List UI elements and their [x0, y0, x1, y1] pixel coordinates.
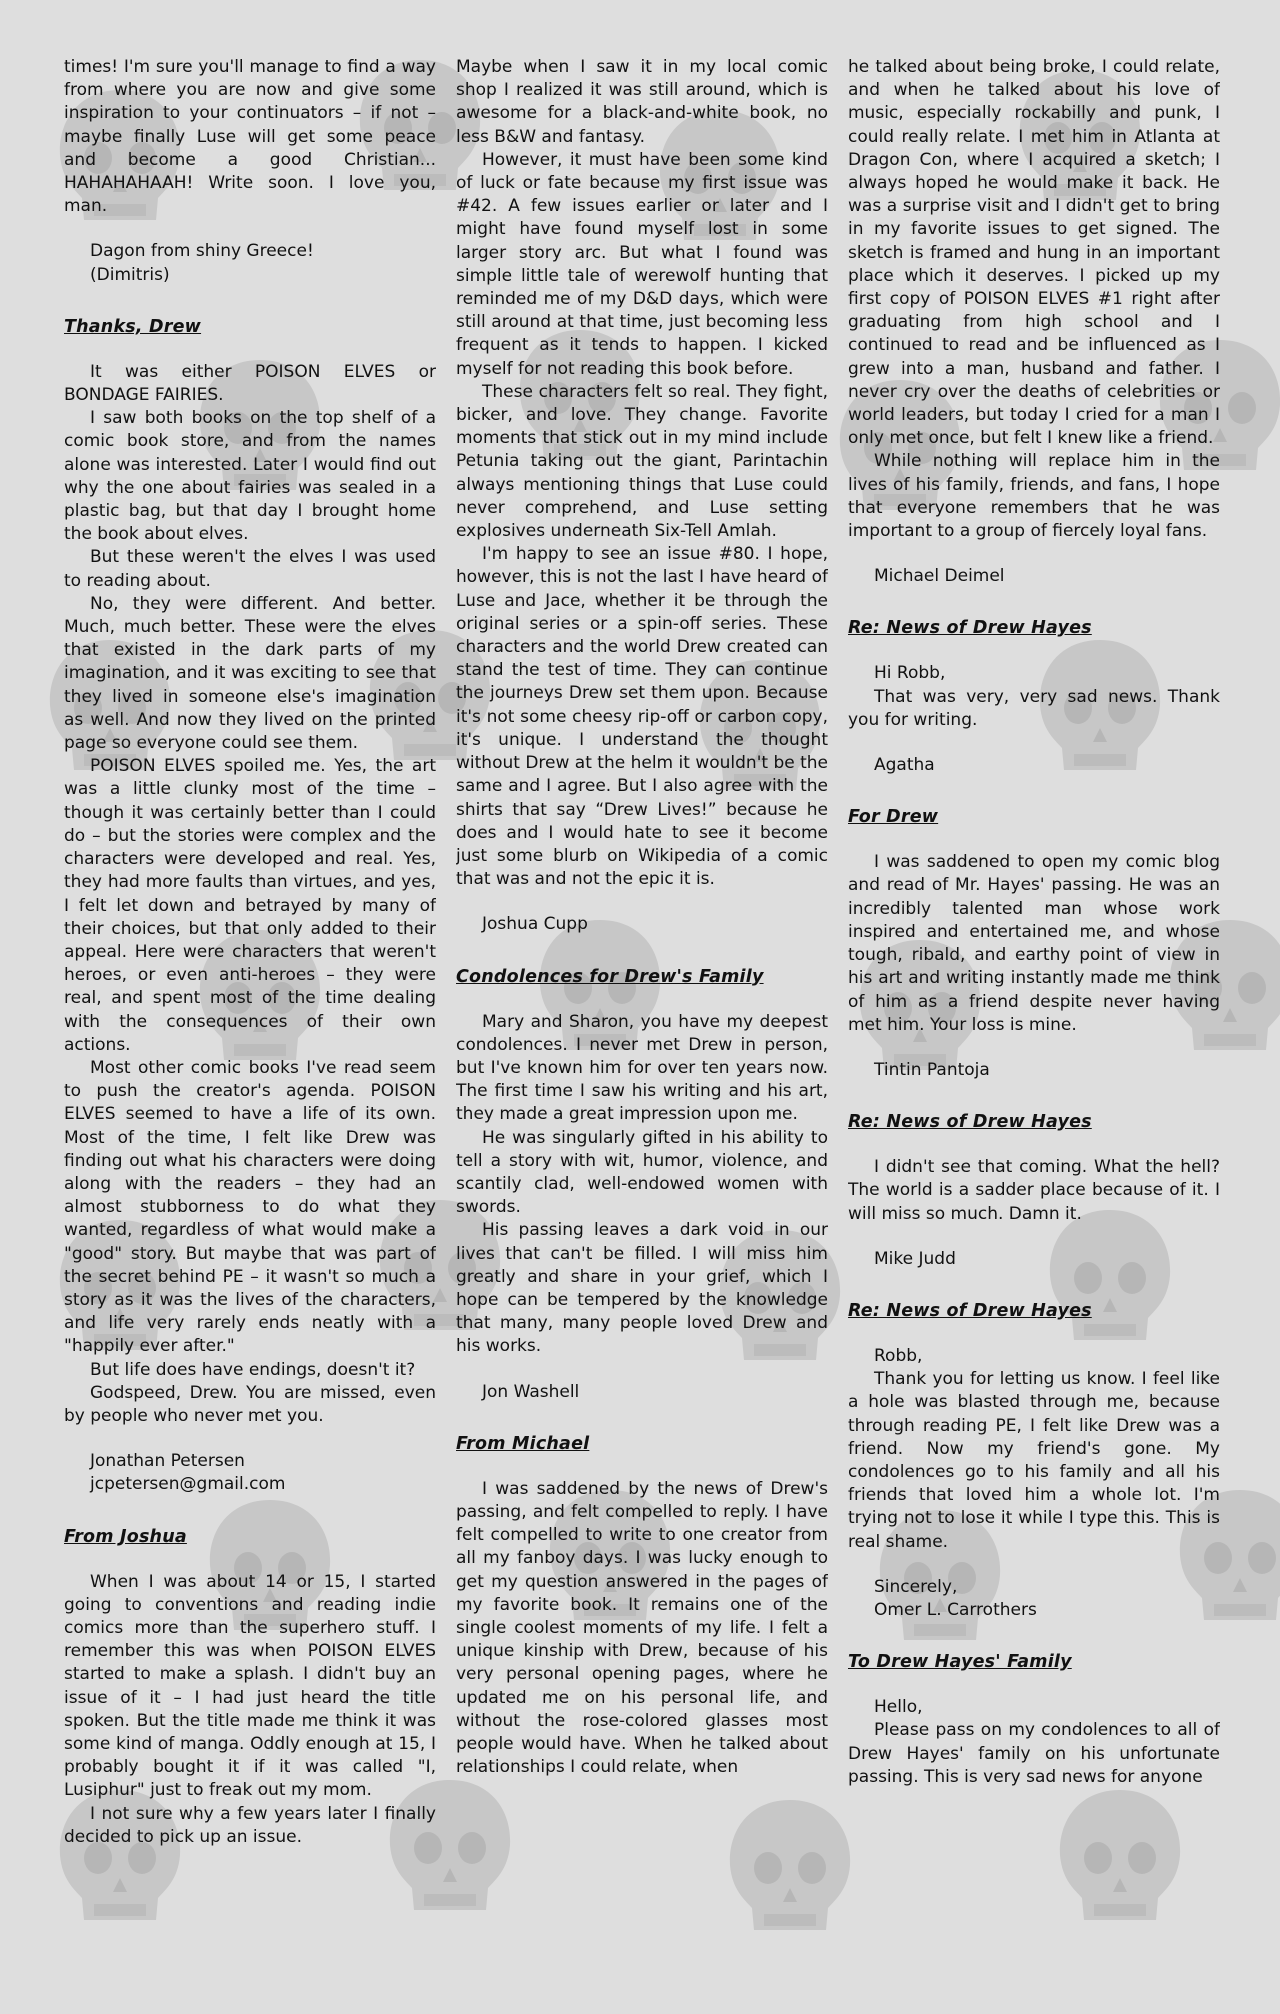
letter-paragraph: But these weren't the elves I was used to reading about. — [64, 547, 436, 591]
letter-paragraph: times! I'm sure you'll manage to find a way from where you are now and give some inspiration to your continuators – if not – maybe finally Luse will get some peace and become a good Christian... HAHAHAHAAH! Write soon. I love you, man. — [64, 57, 436, 217]
letter-heading: Condolences for Drew's Family — [456, 966, 764, 987]
letter-paragraph: POISON ELVES spoiled me. Yes, the art was a little clunky most of the time – though it was certainly better than I could do – but the stories were complex and the characters were developed and real. Yes, they had more faults than virtues, and yes, I felt let down and betrayed by many of their choices, but that only added to their appeal. Here were characters that weren't heroes, or even anti-heroes – they were real, and spent most of the time dealing with the consequences of their own actions. — [64, 756, 436, 1055]
letter-paragraph: Thank you for letting us know. I feel like a hole was blasted through me, because through reading PE, I felt like Drew was a friend. Now my friend's gone. My condolences go to his family and all his friends that loved him a whole lot. I'm trying not to lose it while I type this. This is real shame. — [848, 1369, 1220, 1552]
letter-paragraph: I was saddened to open my comic blog and read of Mr. Hayes' passing. He was an incredibly talented man whose work inspired and entertained me, and whose tough, ribald, and earthy point of view in his art and writing instantly made me think of him as a friend despite never having met him. Your loss is mine. — [848, 852, 1220, 1035]
letter-paragraph: he talked about being broke, I could relate, and when he talked about his love of music, especially rockabilly and punk, I could really relate. I met him in Atlanta at Dragon Con, where I acquired a sketch; I always hoped he would make it back. He was a surprise visit and I didn't get to bring in my favorite issues to get signed. The sketch is framed and hung in an important place which it deserves. I picked up my first copy of POISON ELVES #1 right after graduating from high school and I continued to read and be influenced as I grew into a man, husband and father. I never cry over the deaths of celebrities or world leaders, but today I cried for a man I only met once, but felt I knew like a friend. — [848, 57, 1220, 449]
letter-signature — [90, 1450, 436, 1496]
letter-heading: From Michael — [456, 1433, 590, 1454]
letter-heading: For Drew — [848, 807, 939, 828]
letter-paragraph: Godspeed, Drew. You are missed, even by people who never met you. — [64, 1382, 436, 1426]
signature-line: Michael Deimel — [874, 566, 1005, 587]
letter-paragraph: He was singularly gifted in his ability to tell a story with wit, humor, violence, and scantily clad, well-endowed women with swords. — [456, 1127, 828, 1218]
signature-line: Omer L. Carrothers — [874, 1599, 1037, 1620]
letter-signature — [874, 565, 1220, 588]
letter-heading: To Drew Hayes' Family — [848, 1652, 1072, 1673]
letter-signature — [90, 240, 436, 286]
letter-paragraph: Please pass on my condolences to all of Drew Hayes' family on his unfortunate passing. This is very sad news for anyone — [848, 1720, 1220, 1787]
letter-paragraph: Hello, — [874, 1697, 923, 1718]
letter-paragraph: I not sure why a few years later I finally decided to pick up an issue. — [64, 1803, 436, 1847]
letter-paragraph: Mary and Sharon, you have my deepest condolences. I never met Drew in person, but I've known him for over ten years now. The first time I saw his writing and his art, they made a great impression upon me. — [456, 1011, 828, 1125]
signature-line: jcpetersen@gmail.com — [90, 1474, 286, 1495]
signature-line: Tintin Pantoja — [874, 1059, 990, 1080]
letter-signature — [482, 1381, 828, 1404]
letter-paragraph: I saw both books on the top shelf of a comic book store, and from the names alone was interested. Later I would find out why the one about fairies was sealed in a plastic bag, but that day I brought home the book about elves. — [64, 408, 436, 545]
letter-signature — [874, 1059, 1220, 1082]
letter-heading: Re: News of Drew Hayes — [848, 618, 1092, 639]
letter-signature — [874, 1248, 1220, 1271]
signature-line: Sincerely, — [874, 1576, 958, 1597]
letter-paragraph: Most other comic books I've read seem to push the creator's agenda. POISON ELVES seemed to have a life of its own. Most of the time, I felt like Drew was finding out what his characters were doing along with the readers – they had an almost stubborness to do what they wanted, regardless of what would make a "good" story. But maybe that was part of the secret behind PE – it wasn't so much a story as it was the lives of the characters, and life very rarely ends neatly with a "happily ever after." — [64, 1057, 436, 1357]
letters-page — [64, 56, 1220, 1986]
letter-signature — [874, 1576, 1220, 1622]
letter-signature — [874, 754, 1220, 777]
letter-paragraph: No, they were different. And better. Much, much better. These were the elves that existed in the dark parts of my imagination, and it was exciting to see that they lived in someone else's imagination as well. And now they lived on the printed page so everyone could see them. — [64, 593, 436, 754]
letter-paragraph: Maybe when I saw it in my local comic shop I realized it was still around, which is awesome for a black-and-white book, no less B&W and fantasy. — [456, 57, 828, 147]
signature-line: Dagon from shiny Greece! — [90, 241, 314, 262]
letter-heading: From Joshua — [64, 1526, 187, 1547]
signature-line: Jon Washell — [482, 1381, 580, 1402]
letter-paragraph: However, it must have been some kind of luck or fate because my first issue was #42. A few issues earlier or later and I might have found myself lost in some larger story arc. But what I found was simple little tale of werewolf hunting that reminded me of my D&D days, which were still around at that time, just becoming less frequent as it tends to happen. I kicked myself for not reading this book before. — [456, 149, 828, 379]
letter-paragraph: While nothing will replace him in the lives of his family, friends, and fans, I hope that everyone remembers that he was important to a group of fiercely loyal fans. — [848, 451, 1220, 542]
letter-paragraph: It was either POISON ELVES or BONDAGE FAIRIES. — [64, 361, 436, 406]
letter-paragraph: These characters felt so real. They fight, bicker, and love. They change. Favorite moments that stick out in my mind include Petunia taking out the giant, Parintachin always mentioning things that Luse could never comprehend, and Luse setting explosives underneath Six-Tell Amlah. — [456, 381, 828, 542]
signature-line: (Dimitris) — [90, 264, 170, 285]
letter-heading: Re: News of Drew Hayes — [848, 1112, 1092, 1133]
letter-signature — [482, 913, 828, 936]
signature-line: Mike Judd — [874, 1248, 956, 1269]
signature-line: Joshua Cupp — [482, 914, 588, 935]
letter-paragraph: Hi Robb, — [874, 663, 946, 684]
letter-heading: Re: News of Drew Hayes — [848, 1300, 1092, 1321]
letter-paragraph: When I was about 14 or 15, I started going to conventions and reading indie comics more than the superhero stuff. I remember this was when POISON ELVES started to make a splash. I didn't buy an issue of it – I had just heard the title spoken. But the title made me think it was some kind of manga. Oddly enough at 15, I probably bought it if it was called "I, Lusiphur" just to freak out my mom. — [64, 1571, 436, 1801]
column-1 — [64, 56, 436, 1986]
letter-paragraph: His passing leaves a dark void in our lives that can't be filled. I will miss him greatly and share in your grief, which I hope can be tempered by the knowledge that many, many people loved Drew and his works. — [456, 1220, 828, 1357]
letter-paragraph: But life does have endings, doesn't it? — [90, 1359, 416, 1380]
signature-line: Agatha — [874, 755, 935, 776]
letter-paragraph: I didn't see that coming. What the hell? The world is a sadder place because of it. I will miss so much. Damn it. — [848, 1157, 1220, 1224]
column-3 — [848, 56, 1220, 1986]
column-2 — [456, 56, 828, 1986]
signature-line: Jonathan Petersen — [90, 1451, 245, 1472]
letter-paragraph: I was saddened by the news of Drew's passing, and felt compelled to reply. I have felt compelled to write to one creator from all my fanboy days. I was lucky enough to get my question answered in the pages of my favorite book. It remains one of the single coolest moments of my life. I felt a unique kinship with Drew, because of his very personal opening pages, where he updated me on his personal life, and without the rose-colored glasses most people would have. When he talked about relationships I could relate, when — [456, 1478, 828, 1778]
letter-heading: Thanks, Drew — [64, 316, 202, 337]
letter-paragraph: Robb, — [874, 1345, 923, 1366]
letter-paragraph: I'm happy to see an issue #80. I hope, however, this is not the last I have heard of Luse and Jace, whether it be through the original series or a spin-off series. These characters and the world Drew created can stand the test of time. They can continue the journeys Drew set them upon. Because it's not some cheesy rip-off or carbon copy, it's unique. I understand the thought without Drew at the helm it wouldn't be the same and I agree. But I also agree with the shirts that say “Drew Lives!” because he does and I would hate to see it become just some blurb on Wikipedia of a comic that was and not the epic it is. — [456, 544, 828, 890]
letter-paragraph: That was very, very sad news. Thank you for writing. — [848, 686, 1220, 730]
